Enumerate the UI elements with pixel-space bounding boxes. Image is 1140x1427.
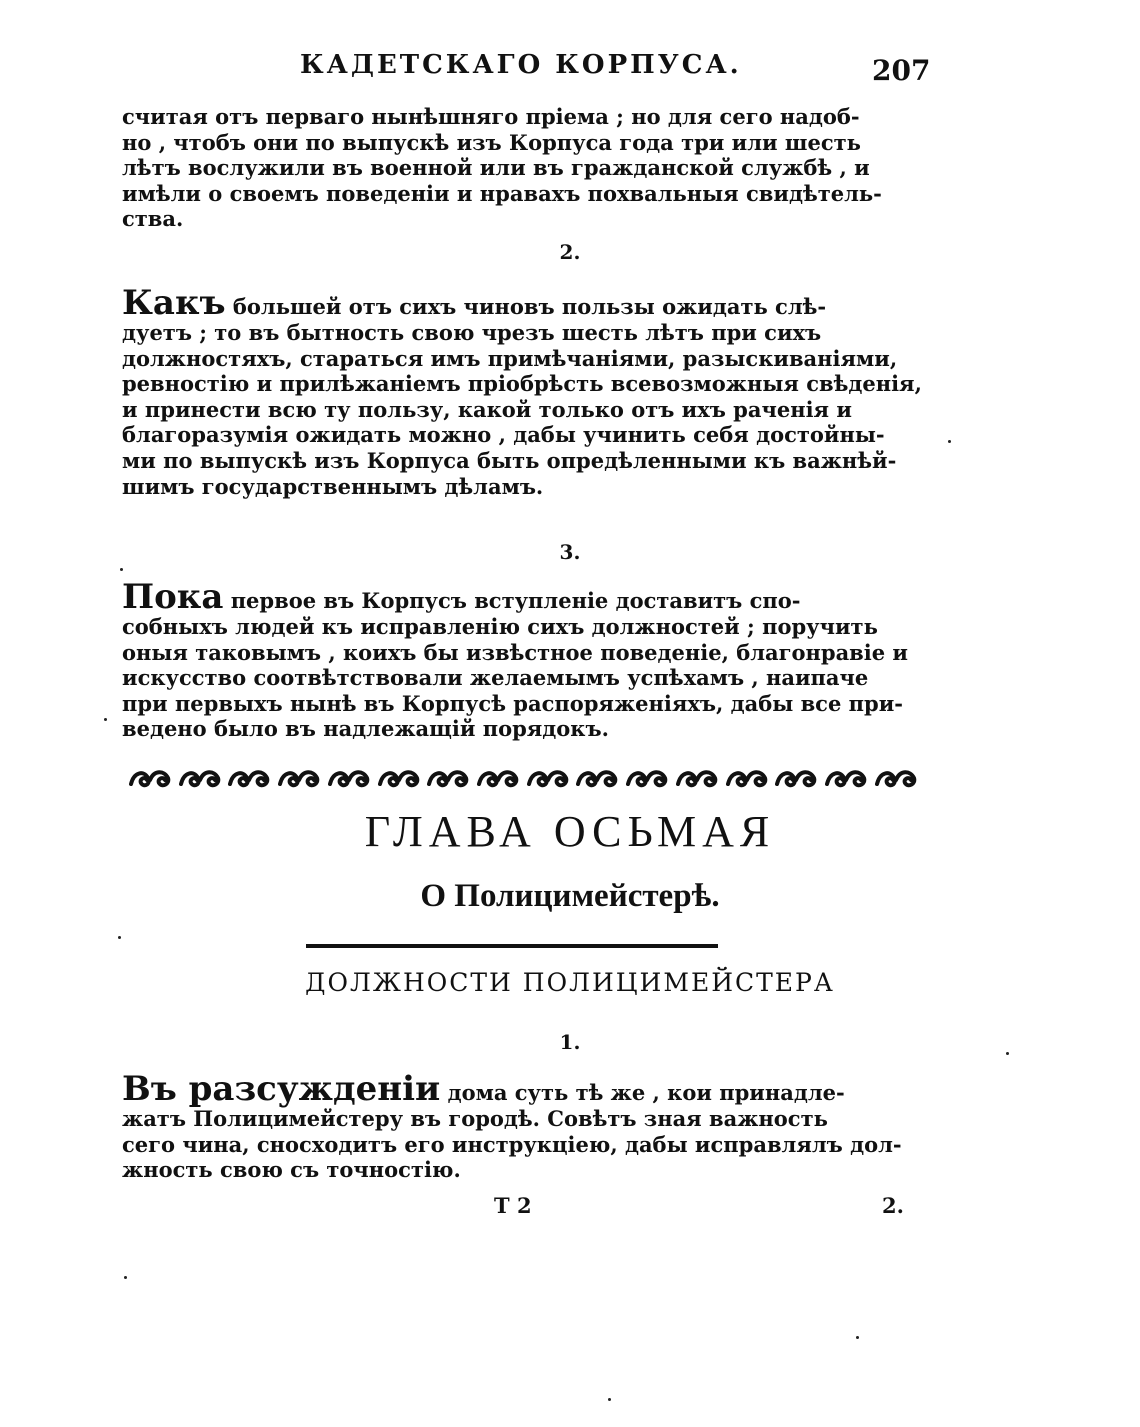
ornament-scroll-icon: [526, 766, 570, 792]
scan-speck: [124, 1276, 127, 1279]
text-line-rest: первое въ Корпусъ вступленiе доставитъ спо-: [230, 588, 801, 613]
text-line: и принести всю ту пользу, какой только отъ ихъ раченiя и: [122, 396, 852, 422]
section-number-1: 1.: [559, 1030, 581, 1054]
section-number-2: 2.: [559, 240, 581, 264]
ornament-scroll-icon: [575, 766, 619, 792]
text-line: искусство соотвѣтствовали желаемымъ успѣхамъ , наипаче: [122, 665, 869, 691]
text-line: имѣли о своемъ поведенiи и нравахъ похвальныя свидѣтель-: [122, 180, 882, 206]
paragraph-continued: [122, 104, 914, 232]
ornament-scroll-icon: [874, 766, 918, 792]
text-line: шимъ государственнымъ дѣламъ.: [122, 473, 544, 499]
section-number-3: 3.: [559, 540, 581, 564]
chapter-subtitle: О Полицимейстерѣ.: [420, 878, 720, 914]
paragraph-section-3: [122, 577, 914, 742]
ornament-scroll-icon: [824, 766, 868, 792]
horizontal-rule: [306, 944, 718, 948]
ornament-scroll-icon: [377, 766, 421, 792]
signature-mark: Т 2: [494, 1193, 532, 1218]
catchword: 2.: [882, 1193, 904, 1218]
ornament-scroll-icon: [426, 766, 470, 792]
drop-initial: Какъ: [122, 283, 226, 323]
text-line: оныя таковымъ , коихъ бы извѣстное поведенiе, благонравiе и: [122, 639, 909, 665]
scan-speck: [948, 440, 951, 443]
chapter-title: ГЛАВА ОСЬМАЯ: [364, 807, 776, 856]
text-line: ства.: [122, 206, 184, 232]
scan-speck: [1006, 1052, 1009, 1055]
text-line: считая отъ перваго нынѣшняго прiема ; но для сего надоб-: [122, 104, 860, 129]
page-number: 207: [872, 54, 931, 87]
text-line: [122, 577, 914, 617]
ornament-scroll-icon: [327, 766, 371, 792]
ornament-scroll-icon: [227, 766, 271, 792]
scan-speck: [120, 568, 123, 571]
ornament-scroll-icon: [178, 766, 222, 792]
scan-speck: [856, 1336, 859, 1339]
ornament-scroll-icon: [128, 766, 172, 792]
text-line-rest: большей отъ сихъ чиновъ пользы ожидать слѣ-: [232, 294, 827, 319]
ornament-scroll-icon: [625, 766, 669, 792]
text-line: [122, 283, 914, 323]
scan-speck: [608, 1398, 611, 1401]
ornament-scroll-icon: [725, 766, 769, 792]
text-line: собныхъ людей къ исправленiю сихъ должностей ; поручить: [122, 614, 878, 639]
ornament-scroll-icon: [277, 766, 321, 792]
paragraph-section-2: [122, 283, 922, 499]
text-line: лѣтъ вослужили въ военной или въ гражданской службѣ , и: [122, 155, 870, 181]
text-line: дуетъ ; то въ бытность свою чрезъ шесть лѣтъ при сихъ: [122, 320, 822, 345]
paragraph-section-1: [122, 1069, 914, 1183]
text-line: ми по выпускѣ изъ Корпуса быть опредѣленными къ важнѣй-: [122, 447, 897, 473]
text-line: сего чина, сносходитъ его инструкцiею, дабы исправлялъ дол-: [122, 1131, 902, 1157]
ornament-scroll-icon: [476, 766, 520, 792]
text-line: но , чтобъ они по выпускѣ изъ Корпуса года три или шесть: [122, 129, 861, 155]
drop-initial: Въ разсужденiи: [122, 1069, 441, 1109]
ornament-scroll-icon: [675, 766, 719, 792]
text-line: благоразумiя ожидать можно , дабы учинить себя достойны-: [122, 422, 885, 448]
drop-initial: Пока: [122, 577, 224, 617]
text-line: ведено было въ надлежащiй порядокъ.: [122, 716, 609, 742]
scan-speck: [118, 936, 121, 939]
text-line: [122, 1069, 914, 1109]
text-line: жатъ Полицимейстеру въ городѣ. Совѣтъ зная важность: [122, 1106, 828, 1131]
text-line: ревностiю и прилѣжанiемъ прiобрѣсть всевозможныя свѣденiя,: [122, 371, 922, 397]
section-heading: ДОЛЖНОСТИ ПОЛИЦИМЕЙСТЕРА: [305, 968, 835, 997]
ornament-scroll-icon: [774, 766, 818, 792]
text-line: при первыхъ нынѣ въ Корпусѣ распоряженiяхъ, дабы все при-: [122, 690, 903, 716]
text-line-rest: дома суть тѣ же , кои принадле-: [447, 1080, 845, 1105]
text-line: жность свою съ точностiю.: [122, 1157, 461, 1183]
running-head: КАДЕТСКАГО КОРПУСА.: [300, 50, 742, 80]
scan-speck: [104, 718, 107, 721]
text-line: должностяхъ, стараться имъ примѣчанiями, разыскиванiями,: [122, 345, 898, 371]
ornament-band: [128, 764, 918, 794]
